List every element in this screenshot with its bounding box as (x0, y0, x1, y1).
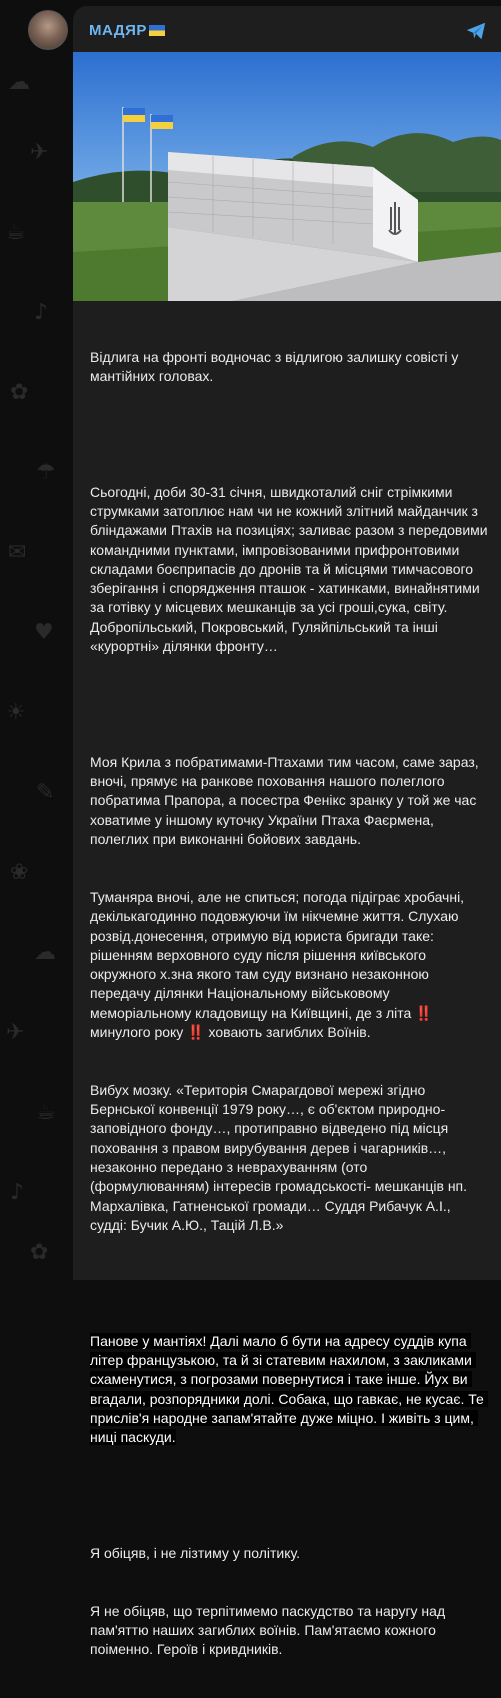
message-paragraph: Моя Крила з побратимами-Птахами тим часом, саме зараз, вночі, прямує на ранкове поховання нашого полеглого побратима Прапора, а посестра Фенікс зранку у той же час ховатиме у іншому куточку України Птаха Фаєрмена, полеглих при виконанні бойових завдань. (90, 753, 483, 848)
ukraine-flag-icon (149, 25, 165, 36)
message-paragraph-text: минулого року (90, 1004, 437, 1040)
message-paragraph: Відлига на фронті водночас з відлигою залишку совісті у мантійних головах. (90, 348, 463, 384)
double-exclamation-icon: ‼️ (415, 1004, 433, 1021)
message-paragraph (90, 1332, 490, 1448)
message-paragraph: Вибух мозку. «Територія Смарагдової мережі згідно Бернської конвенції 1979 року…, є об'єктом природно-заповідного фонду…, протиправно відведено під місця поховання з правом вирубування дерев і чагарників…, незаконно передано з неврахуванням (ото (формулюванням) інтересів громадськості- мешканців нп. Мархалівка, Гатненської громади… Суддя Рибачук А.І., судді: Бучик А.Ю., Тацій Л.В.» (90, 1081, 471, 1233)
message-paragraph: Я обіцяв, і не лізтиму у політику. (90, 1545, 300, 1561)
channel-avatar[interactable] (28, 10, 68, 50)
memorial-photo[interactable] (73, 52, 501, 301)
message-paragraph: Я не обіцяв, що терпітимемо паскудство та наругу над пам'яттю наших загиблих воїнів. Пам'ятаємо кожного поіменно. Героїв і кривдників. (90, 1602, 450, 1658)
message-paragraph-text: Туманяра вночі, але не спиться; погода підіграє хробачні, декількагодинно подовжуючи їм нікчемне життя. Слухаю розвід.донесення, отримую від юриста бригади таке: рішенням верховного суду після рішення київського окружного х.зна якого там суду визнано незаконною передачу ділянки Національному військовому меморіальному кладовищу на Київщині, де з літа (90, 888, 468, 1021)
channel-name-text: МАДЯР (89, 22, 147, 39)
message-bubble (73, 6, 501, 1658)
message-paragraph (90, 888, 490, 1042)
telegram-share-icon[interactable] (465, 20, 487, 42)
message-text (90, 309, 490, 1698)
double-exclamation-icon: ‼️ (187, 1023, 205, 1040)
highlighted-text: Панове у мантіях! Далі мало б бути на адресу суддів купа літер французькою, та й зі статевим нахилом, з закликами схаменутися, з погрозами повернутися і таке інше. Йух ви вгадали, розпорядники долі. Собака, що гавкає, не кусає. Те прислів'я народне запам'ятайте дуже міцно. І живіть з цим, ниці паскуди. (90, 1332, 488, 1446)
chat-background-pattern: ☁ ✈ ☕ ♪ ✿ ☂ ✉ ♥ ☀ ✎ ❀ ☁ ✈ ☕ ♪ ✿ (6, 70, 56, 1265)
channel-name[interactable] (89, 22, 165, 39)
message-paragraph: Сьогодні, доби 30-31 січня, швидкоталий сніг стрімкими струмками затоплює нам чи не кожний злітний майданчик з бліндажами Птахів на позиціях; заливає разом з передовими командними пунктами, імпровізованими прифронтовими складами боєприпасів до дронів та й місцями тимчасового зберігання і спорядження пташок - хатинками, винайнятими за готівку у місцевих мешканців за усі гроші,сука, світу. Добропільський, Покровський, Гуляйпільський та інші «курортні» ділянки фронту… (90, 483, 492, 655)
message-paragraph-text: ховають загиблих Воїнів. (204, 1023, 371, 1040)
memorial-photo-illustration (73, 52, 501, 301)
message-header (73, 6, 501, 52)
